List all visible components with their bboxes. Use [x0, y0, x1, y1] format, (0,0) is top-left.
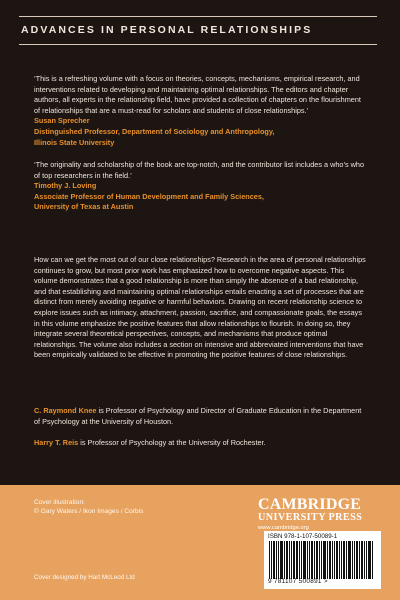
quote-2 [34, 160, 366, 213]
barcode-bar [286, 541, 288, 579]
barcode-bar [314, 541, 315, 579]
series-banner [19, 16, 377, 45]
editor-2-name: Harry T. Reis [34, 438, 79, 447]
barcode-bar [303, 541, 306, 579]
isbn-barcode [264, 531, 381, 589]
barcode-bar [307, 541, 308, 579]
barcode-bar [348, 541, 351, 579]
barcode-bar [356, 541, 358, 579]
barcode-bar [321, 541, 322, 579]
barcode-bar [372, 541, 373, 579]
quote-1-name: Susan Sprecher [34, 116, 90, 126]
barcode-bar [359, 541, 360, 579]
barcode-bar [289, 541, 290, 579]
publisher-url: www.cambridge.org [258, 525, 309, 531]
isbn-text: ISBN 978-1-107-50089-1 [268, 533, 338, 540]
barcode-bar [280, 541, 283, 579]
publisher-logo [258, 497, 378, 532]
quote-1 [34, 74, 366, 148]
cover-credit-label: Cover illustration: [34, 499, 85, 506]
series-title: ADVANCES IN PERSONAL RELATIONSHIPS [21, 24, 313, 36]
design-credit: Cover designed by Hart McLeod Ltd [34, 574, 135, 581]
barcode-bar [364, 541, 365, 579]
quote-1-role: Distinguished Professor, Department of Sociology and Anthropology, [34, 126, 275, 136]
barcode-bar [368, 541, 371, 579]
barcode-bar [316, 541, 318, 579]
editor-2-bio: is Professor of Psychology at the University of Rochester. [78, 438, 266, 447]
barcode-bar [301, 541, 302, 579]
barcode-bar [278, 541, 279, 579]
quote-2-name: Timothy J. Loving [34, 181, 97, 191]
barcode-bar [336, 541, 338, 579]
editor-bio-1 [34, 406, 366, 427]
barcode-bar [293, 541, 295, 579]
quote-1-affiliation: Illinois State University [34, 137, 115, 147]
barcode-bar [361, 541, 363, 579]
description: How can we get the most out of our close relationships? Research in the area of personal relationships continues to grow, but most prior work has emphasized how to overcome negative aspects. This volume demonstrates that a good relationship is more than simply the absence of a bad relationship, and that establishing and maintaining optimal relationships entails enacting a set of processes that are distinct from merely avoiding negative or harmful behaviors. Drawing on recent relationship science to explore issues such as intimacy, attachment, passion, sacrifice, and compassionate goals, the essays in this volume emphasize the positive features that allow relationships to flourish. In doing so, they integrate several theoretical perspectives, concepts, and mechanisms that produce optimal relationships. The volume also includes a section on intensive and abbreviated interventions that have been empirically validated to be effective in promoting the positive features of close relationships. [34, 255, 366, 360]
barcode-bar [299, 541, 300, 579]
quote-2-text: ‘The originality and scholarship of the book are top-notch, and the contributor list includes a who’s who of top researchers in the field.’ [34, 160, 365, 180]
barcode-bar [271, 541, 272, 579]
barcode-bar [329, 541, 331, 579]
editor-1-bio: is Professor of Psychology and Director of Graduate Education in the Department of Psychology at the University of Houston. [34, 406, 362, 426]
barcode-bar [352, 541, 353, 579]
quote-2-affiliation: University of Texas at Austin [34, 202, 134, 212]
barcode-bar [343, 541, 345, 579]
barcode-bar [332, 541, 333, 579]
cover-illustration-credit [34, 498, 143, 517]
publisher-line2: UNIVERSITY PRESS [258, 512, 363, 523]
barcode-bar [319, 541, 320, 579]
publisher-line1: CAMBRIDGE [258, 496, 362, 513]
barcode-bar [339, 541, 340, 579]
barcode-bar [269, 541, 270, 579]
barcode-bar [327, 541, 328, 579]
barcode-bar [296, 541, 298, 579]
barcode-bar [341, 541, 342, 579]
quote-2-role: Associate Professor of Human Development and Family Sciences, [34, 191, 264, 201]
barcode-bar [334, 541, 335, 579]
barcode-bar [323, 541, 326, 579]
editor-bio-2 [34, 438, 366, 449]
barcode-bar [284, 541, 285, 579]
barcode-bar [354, 541, 355, 579]
quote-1-text: ‘This is a refreshing volume with a focus on theories, concepts, mechanisms, empirical research, and interventions related to developing and maintaining optimal relationships. The editors and chapter authors, all experts in the relationship field, have provided a collection of chapters on the flourishment of relationships that are a must-read for scholars and students of close relationships.’ [34, 74, 361, 115]
barcode-bar [273, 541, 275, 579]
barcode-bar [346, 541, 347, 579]
barcode-bar [309, 541, 310, 579]
barcode-bar [366, 541, 367, 579]
barcode-bars [269, 541, 375, 579]
barcode-bar [291, 541, 292, 579]
barcode-number: 9 781107 500891 > [268, 578, 328, 585]
barcode-bar [276, 541, 277, 579]
cover-credit-value: © Gary Waters / Ikon Images / Corbis [34, 508, 144, 516]
editor-1-name: C. Raymond Knee [34, 406, 97, 415]
barcode-bar [311, 541, 313, 579]
